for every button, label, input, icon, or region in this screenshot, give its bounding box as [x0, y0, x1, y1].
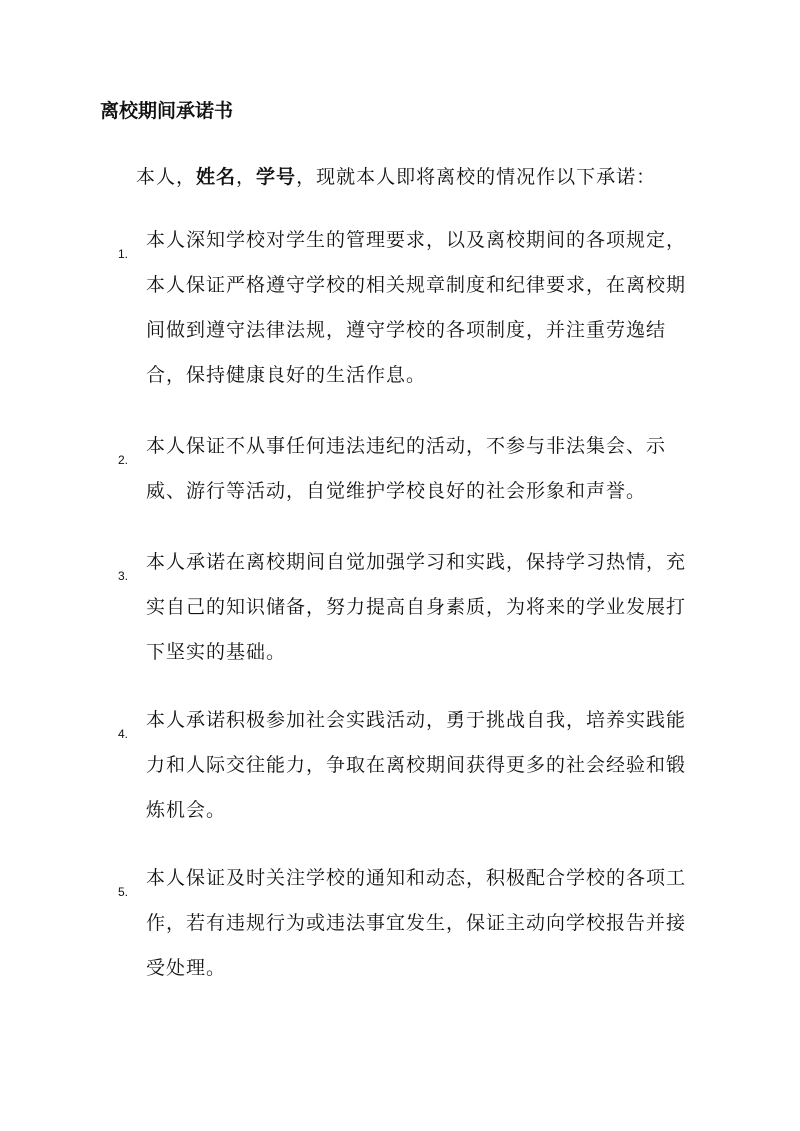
- item-number: 1.: [118, 247, 129, 261]
- list-item: [118, 698, 698, 833]
- item-text: 本人保证及时关注学校的通知和动态，积极配合学校的各项工作，若有违规行为或违法事宜发生，保证主动向学校报告并接受处理。: [146, 867, 687, 979]
- item-number: 4.: [118, 727, 129, 741]
- list-item: [118, 856, 698, 991]
- name-field: 姓名: [196, 166, 237, 188]
- item-text: 本人保证不从事任何违法违纪的活动，不参与非法集会、示威、游行等活动，自觉维护学校良好的社会形象和声誉。: [146, 435, 667, 502]
- document-title: 离校期间承诺书: [100, 100, 234, 122]
- list-item: [118, 218, 698, 398]
- intro-paragraph: [136, 162, 656, 189]
- item-text: 本人承诺在离校期间自觉加强学习和实践，保持学习热情，充实自己的知识储备，努力提高自身素质，为将来的学业发展打下坚实的基础。: [146, 551, 687, 663]
- student-id-field: 学号: [256, 166, 297, 188]
- intro-text: ，现就本人即将离校的情况作以下承诺：: [296, 166, 657, 188]
- item-text: 本人深知学校对学生的管理要求，以及离校期间的各项规定，本人保证严格遵守学校的相关规章制度和纪律要求，在离校期间做到遵守法律法规，遵守学校的各项制度，并注重劳逸结合，保持健康良好的生活作息。: [146, 229, 687, 386]
- item-number: 5.: [118, 885, 129, 899]
- list-item: [118, 424, 698, 514]
- item-number: 2.: [118, 453, 129, 467]
- list-item: [118, 540, 698, 675]
- intro-text: 本人，: [136, 166, 197, 188]
- item-number: 3.: [118, 569, 129, 583]
- item-text: 本人承诺积极参加社会实践活动，勇于挑战自我，培养实践能力和人际交往能力，争取在离校期间获得更多的社会经验和锻炼机会。: [146, 709, 687, 821]
- intro-text: ，: [236, 166, 257, 188]
